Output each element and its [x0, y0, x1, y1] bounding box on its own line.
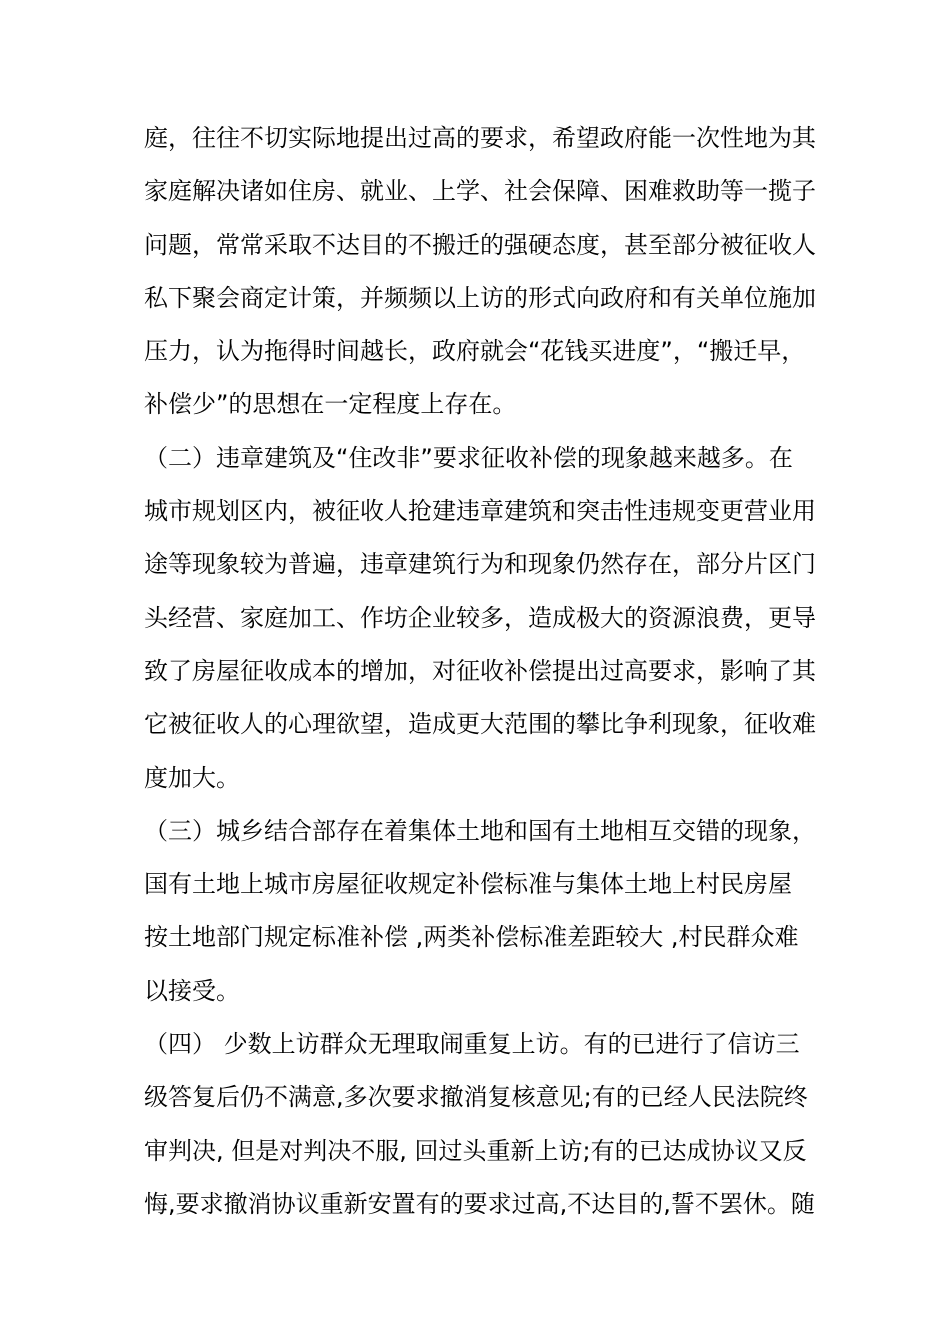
- text-line: 补偿少”的思想在一定程度上存在。: [144, 390, 517, 419]
- text-line: 国有土地上城市房屋征收规定补偿标准与集体土地上村民房屋: [144, 870, 792, 899]
- text-line: 头经营、家庭加工、作坊企业较多，造成极大的资源浪费，更导: [144, 603, 816, 632]
- text-line: 私下聚会商定计策，并频频以上访的形式向政府和有关单位施加: [144, 283, 816, 312]
- text-line: 悔,要求撤消协议重新安置有的要求过高,不达目的,誓不罢休。随: [144, 1189, 815, 1218]
- text-line: 级答复后仍不满意,多次要求撤消复核意见;有的已经人民法院终: [144, 1083, 808, 1112]
- section-heading-line: （三）城乡结合部存在着集体土地和国有土地相互交错的现象，: [144, 816, 816, 845]
- text-line: 以接受。: [144, 976, 240, 1005]
- text-line: 致了房屋征收成本的增加，对征收补偿提出过高要求，影响了其: [144, 656, 816, 685]
- text-line: 度加大。: [144, 763, 240, 792]
- text-line: 庭，往往不切实际地提出过高的要求，希望政府能一次性地为其: [144, 124, 816, 152]
- text-line: 途等现象较为普遍，违章建筑行为和现象仍然存在，部分片区门: [144, 550, 816, 579]
- text-line: 家庭解决诸如住房、就业、上学、社会保障、困难救助等一揽子: [144, 177, 816, 206]
- text-line: 按土地部门规定标准补偿 ,两类补偿标准差距较大 ,村民群众难: [144, 923, 799, 952]
- text-line: 审判决, 但是对判决不服, 回过头重新上访;有的已达成协议又反: [144, 1136, 807, 1165]
- text-line: 压力，认为拖得时间越长，政府就会“花钱买进度”，“搬迁早，: [144, 337, 806, 366]
- section-heading-line: （四） 少数上访群众无理取闹重复上访。有的已进行了信访三: [144, 1030, 800, 1059]
- section-heading-line: （二）违章建筑及“住改非”要求征收补偿的现象越来越多。在: [144, 443, 793, 472]
- document-body: [144, 112, 814, 1231]
- text-line: 问题，常常采取不达目的不搬迁的强硬态度，甚至部分被征收人: [144, 230, 816, 259]
- text-line: 它被征收人的心理欲望，造成更大范围的攀比争利现象，征收难: [144, 710, 816, 739]
- text-line: 城市规划区内，被征收人抢建违章建筑和突击性违规变更营业用: [144, 497, 816, 526]
